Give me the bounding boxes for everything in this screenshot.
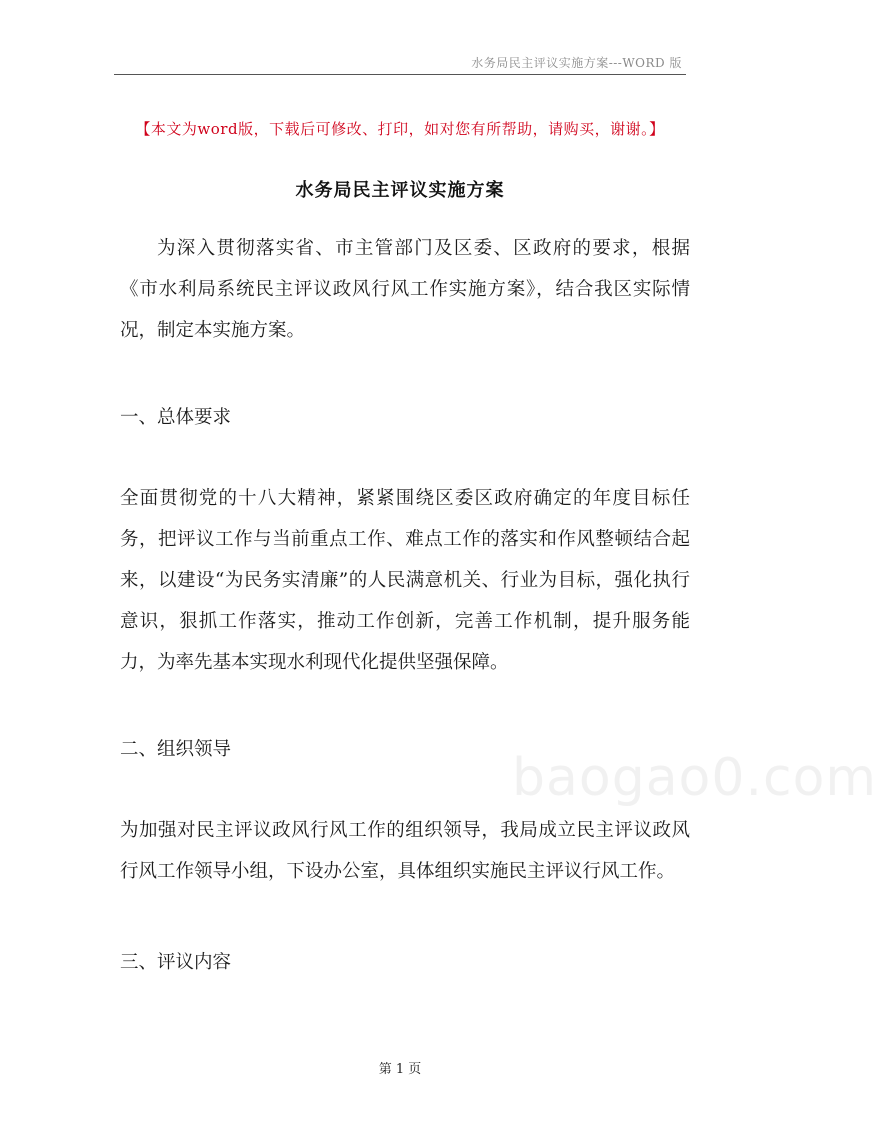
- section-heading-organization: 二、组织领导: [120, 739, 232, 760]
- section-heading-evaluation-content: 三、评议内容: [120, 952, 232, 973]
- download-notice: 【本文为word版，下载后可修改、打印，如对您有所帮助，请购买，谢谢。】: [135, 120, 665, 138]
- section-heading-overall-requirements: 一、总体要求: [120, 407, 232, 428]
- page-number: 第 1 页: [378, 1062, 422, 1077]
- header-divider: [114, 74, 686, 75]
- organization-paragraph: 为加强对民主评议政风行风工作的组织领导，我局成立民主评议政风行风工作领导小组，下设办公室，具体组织实施民主评议行风工作。: [120, 820, 690, 882]
- document-title: 水务局民主评议实施方案: [295, 180, 505, 201]
- watermark-text: baogao0.com: [512, 748, 877, 808]
- overall-requirements-paragraph: 全面贯彻党的十八大精神，紧紧围绕区委区政府确定的年度目标任务，把评议工作与当前重点工作、难点工作的落实和作风整顿结合起来，以建设“为民务实清廉”的人民满意机关、行业为目标，强化执行意识，狠抓工作落实，推动工作创新，完善工作机制，提升服务能力，为率先基本实现水利现代化提供坚强保障。: [120, 488, 690, 673]
- running-header: 水务局民主评议实施方案---WORD 版: [471, 56, 682, 70]
- intro-paragraph: 为深入贯彻落实省、市主管部门及区委、区政府的要求，根据《市水利局系统民主评议政风行风工作实施方案》，结合我区实际情况，制定本实施方案。: [120, 238, 690, 341]
